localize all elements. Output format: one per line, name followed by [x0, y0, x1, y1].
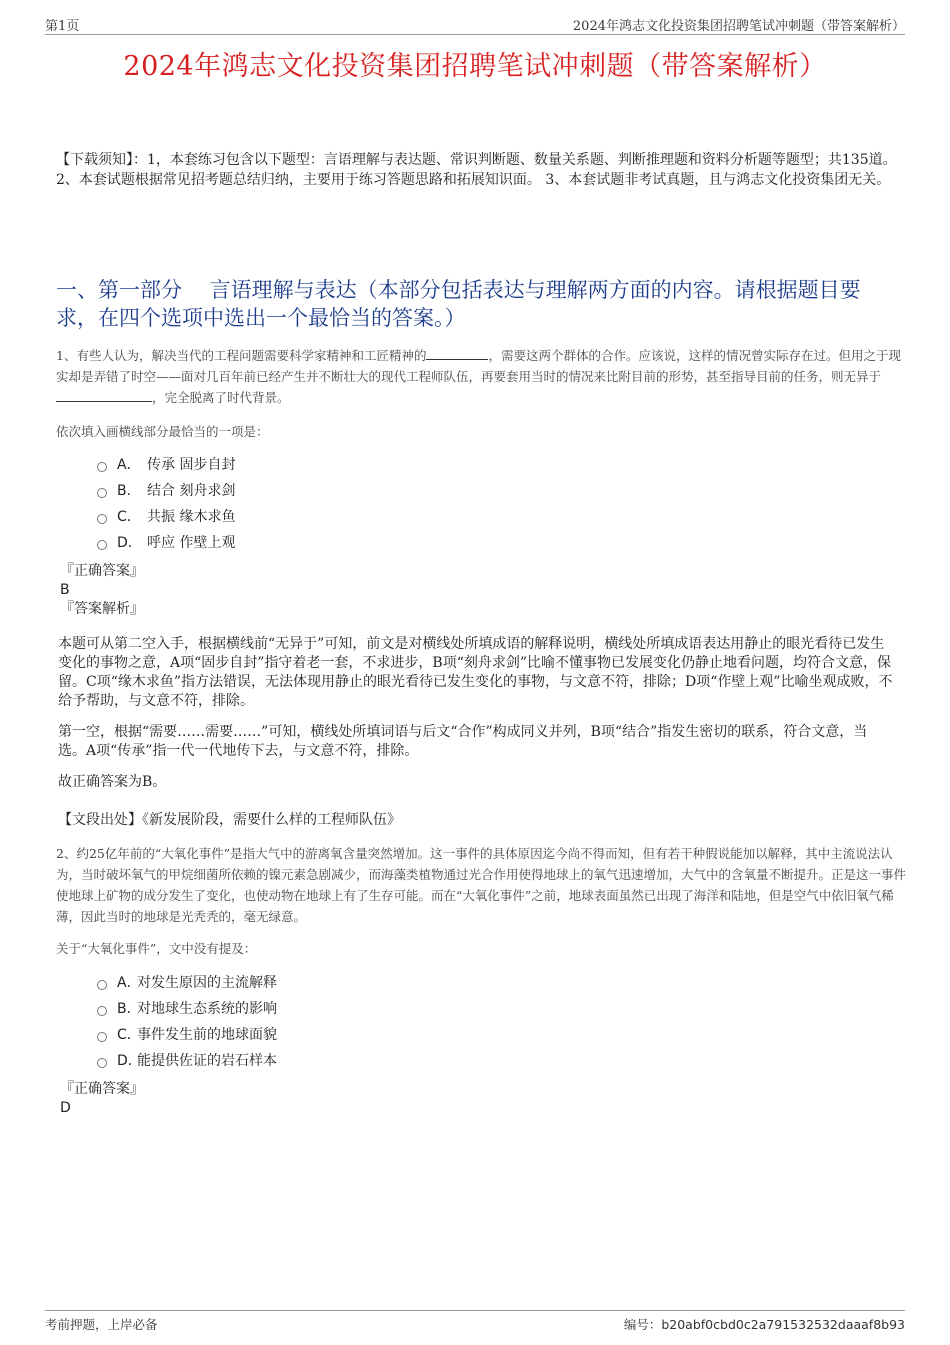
analysis-paragraph: 故正确答案为B。 [58, 774, 167, 790]
radio-icon[interactable] [97, 1032, 107, 1042]
option-d[interactable]: D． 能提供佐证的岩石样本 [97, 1048, 277, 1074]
radio-icon[interactable] [97, 1006, 107, 1016]
option-b[interactable]: B． 对地球生态系统的影响 [97, 996, 277, 1022]
question-1-prompt: 依次填入画横线部分最恰当的一项是： [56, 424, 269, 439]
analysis-paragraph: 本题可从第二空入手，根据横线前“无异于”可知，前文是对横线处所填成语的解释说明，横线处所填成语表达用静止的眼光看待已发生变化的事物之意，A项“固步自封”指守着老一套，不求进步，B项“刻舟求剑”比喻不懂事物已发展变化仍静止地看问题，均符合文意，保留。C项“缘木求鱼”指方法错误，无法体现用静止的眼光看待已发生变化的事物，与文意不符，排除；D项“作壁上观”比喻坐观成败，不给予帮助，与文意不符，排除。 [58, 636, 893, 709]
question-2-prompt: 关于“大氧化事件”，文中没有提及： [56, 941, 257, 956]
radio-icon[interactable] [97, 1058, 107, 1068]
radio-icon[interactable] [97, 488, 107, 498]
page-header [45, 14, 905, 35]
answer-label: 『正确答案』 [60, 563, 144, 579]
document-title: 2024年鸿志文化投资集团招聘笔试冲刺题（带答案解析） [123, 51, 827, 82]
page-footer [45, 1310, 905, 1332]
radio-icon[interactable] [97, 514, 107, 524]
option-b[interactable]: B． 结合 刻舟求剑 [97, 478, 235, 504]
page-number: 第1页 [45, 19, 80, 34]
question-1-analysis [58, 635, 893, 804]
option-c[interactable]: C． 事件发生前的地球面貌 [97, 1022, 277, 1048]
answer-label: 『正确答案』 [60, 1081, 144, 1097]
footer-serial: 编号：b20abf0cbd0c2a791532532daaaf8b93 [623, 1317, 905, 1332]
option-a[interactable]: A． 传承 固步自封 [97, 452, 235, 478]
radio-icon[interactable] [97, 462, 107, 472]
running-title: 2024年鸿志文化投资集团招聘笔试冲刺题（带答案解析） [572, 19, 905, 34]
radio-icon[interactable] [97, 980, 107, 990]
question-1-text: 1、有些人认为，解决当代的工程问题需要科学家精神和工匠精神的 ，需要这两个群体的合作。应该说，这样的情况曾实际存在过。但用之于现实却是弄错了时空——面对几百年前已经产生并不断壮大的现代工程师队伍，再要套用当时的情况来比附目前的形势，甚至指导目前的任务，则无异于，完全脱离了时代背景。 [56, 345, 906, 408]
option-c[interactable]: C． 共振 缘木求鱼 [97, 504, 235, 530]
section-heading: 一、第一部分 言语理解与表达（本部分包括表达与理解两方面的内容。请根据题目要求，在四个选项中选出一个最恰当的答案。） [56, 278, 861, 330]
question-1-options [97, 452, 235, 556]
analysis-label: 『答案解析』 [60, 601, 144, 617]
option-a[interactable]: A． 对发生原因的主流解释 [97, 970, 277, 996]
download-notice: 【下载须知】：1，本套练习包含以下题型：言语理解与表达题、常识判断题、数量关系题、判断推理题和资料分析题等题型；共135道。 2、本套试题根据常见招考题总结归纳，主要用于练习答题思路和拓展知识面。 3、本套试题非考试真题，且与鸿志文化投资集团无关。 [56, 152, 897, 188]
text-source: 【文段出处】《新发展阶段，需要什么样的工程师队伍》 [58, 812, 401, 828]
question-1-answer [60, 562, 144, 619]
footer-slogan: 考前押题，上岸必备 [45, 1317, 158, 1332]
question-2-text: 2、约25亿年前的“大氧化事件”是指大气中的游离氧含量突然增加。这一事件的具体原因迄今尚不得而知，但有若干种假说能加以解释，其中主流说法认为，当时破坏氧气的甲烷细菌所依赖的镍元素急剧减少，而海藻类植物通过光合作用使得地球上的氧气迅速增加，大气中的含氧量不断提升。正是这一事件使地球上矿物的成分发生了变化，也使动物在地球上有了生存可能。而在“大氧化事件”之前，地球表面虽然已出现了海洋和陆地，但是空气中依旧氧气稀薄，因此当时的地球是光秃秃的，毫无绿意。 [56, 846, 907, 924]
answer-value: D [60, 1100, 71, 1116]
fill-blank-1 [426, 345, 488, 360]
answer-value: B [60, 582, 70, 598]
question-2-options [97, 970, 277, 1074]
analysis-paragraph: 第一空，根据“需要……需要……”可知，横线处所填词语与后文“合作”构成同义并列，B项“结合”指发生密切的联系，符合文意，当选。A项“传承”指一代一代地传下去，与文意不符，排除。 [58, 724, 868, 759]
option-d[interactable]: D． 呼应 作壁上观 [97, 530, 235, 556]
radio-icon[interactable] [97, 540, 107, 550]
fill-blank-2 [56, 387, 152, 402]
question-2-answer [60, 1080, 144, 1118]
